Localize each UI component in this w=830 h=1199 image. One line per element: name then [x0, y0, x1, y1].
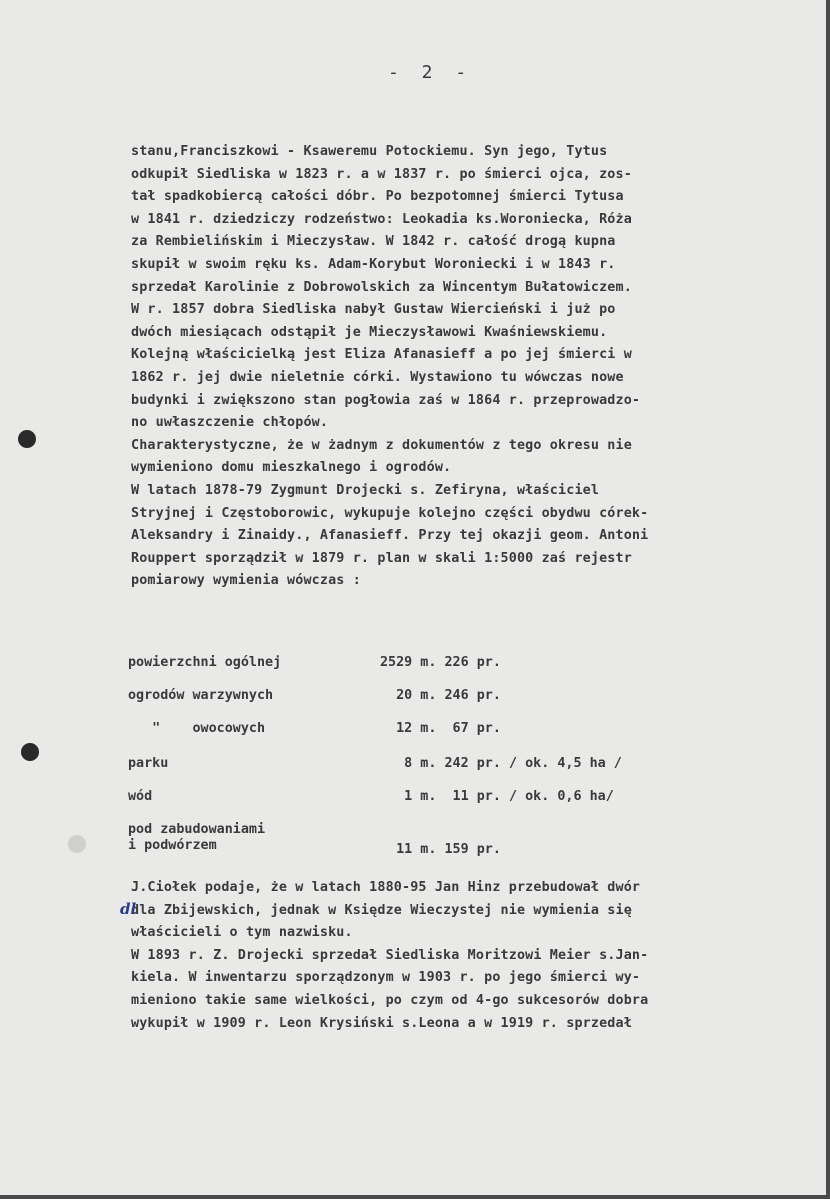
text-line: no uwłaszczenie chłopów.	[131, 415, 329, 431]
text-line: mieniono takie same wielkości, po czym od 4-go sukcesorów dobra	[131, 992, 649, 1008]
row-label: pod zabudowaniami i podwórzem	[128, 822, 266, 853]
text-line: Stryjnej i Częstoborowic, wykupuje kolejno części obydwu córek-	[131, 505, 649, 521]
row-value: 1 m. 11 pr. / ok. 0,6 ha/	[380, 789, 614, 804]
text-line: dwóch miesiącach odstąpił je Mieczysławowi Kwaśniewskiemu.	[131, 324, 608, 340]
row-value: 12 m. 67 pr.	[380, 721, 501, 736]
text-line: tał spadkobiercą całości dóbr. Po bezpotomnej śmierci Tytusa	[131, 189, 624, 205]
text-line: Aleksandry i Zinaidy., Afanasieff. Przy tej okazji geom. Antoni	[131, 528, 649, 544]
text-line: stanu,Franciszkowi - Ksaweremu Potockiemu. Syn jego, Tytus	[131, 144, 608, 159]
text-line: w 1841 r. dziedziczy rodzeństwo: Leokadia ks.Woroniecka, Róża	[131, 211, 632, 227]
text-line: W r. 1857 dobra Siedliska nabył Gustaw Wiercieński i już po	[131, 302, 616, 318]
text-line: J.Ciołek podaje, że w latach 1880-95 Jan Hinz przebudował dwór	[131, 880, 641, 895]
text-line: dla Zbijewskich, jednak w Księdze Wieczystej nie wymienia się	[131, 902, 632, 918]
text-line: Rouppert sporządził w 1879 r. plan w skali 1:5000 zaś rejestr	[131, 550, 632, 566]
row-label: parku	[128, 756, 169, 771]
row-value: 2529 m. 226 pr.	[380, 655, 501, 670]
table-row	[128, 756, 768, 792]
row-value: 8 m. 242 pr. / ok. 4,5 ha /	[380, 756, 622, 771]
text-line: właścicieli o tym nazwisku.	[131, 925, 353, 941]
text-line: skupił w swoim ręku ks. Adam-Korybut Woroniecki i w 1843 r.	[131, 256, 616, 272]
text-line: 1862 r. jej dwie nieletnie córki. Wystawiono tu wówczas nowe	[131, 369, 624, 385]
table-row	[128, 688, 768, 724]
text-line: odkupił Siedliska w 1823 r. a w 1837 r. po śmierci ojca, zos-	[131, 166, 632, 182]
page-number: - 2 -	[388, 62, 473, 83]
row-value: 11 m. 159 pr.	[380, 842, 501, 857]
table-row	[128, 822, 768, 858]
punch-hole-top	[18, 430, 36, 448]
paragraph-history-2	[131, 877, 761, 1035]
row-label: ogrodów warzywnych	[128, 688, 274, 703]
row-label: " owocowych	[128, 721, 266, 736]
text-line: budynki i zwiększono stan pogłowia zaś w 1864 r. przeprowadzo-	[131, 392, 641, 408]
row-label: wód	[128, 789, 153, 804]
text-line: za Rembielińskim i Mieczysław. W 1842 r. całość drogą kupna	[131, 234, 616, 250]
text-line: pomiarowy wymienia wówczas :	[131, 573, 361, 589]
row-label: powierzchni ogólnej	[128, 655, 282, 670]
text-line: sprzedał Karolinie z Dobrowolskich za Wincentym Bułatowiczem.	[131, 279, 632, 295]
text-line: W latach 1878-79 Zygmunt Drojecki s. Zefiryna, właściciel	[131, 482, 600, 498]
table-row	[128, 789, 768, 825]
text-line: W 1893 r. Z. Drojecki sprzedał Siedliska Moritzowi Meier s.Jan-	[131, 947, 649, 963]
punch-hole-middle	[21, 743, 39, 761]
table-row	[128, 655, 768, 691]
text-line: Charakterystyczne, że w żadnym z dokumentów z tego okresu nie	[131, 437, 632, 453]
table-row	[128, 721, 768, 757]
text-line: wykupił w 1909 r. Leon Krysiński s.Leona a w 1919 r. sprzedał	[131, 1015, 632, 1031]
text-line: Kolejną właścicielką jest Eliza Afanasieff a po jej śmierci w	[131, 347, 632, 363]
text-line: wymieniono domu mieszkalnego i ogrodów.	[131, 460, 452, 476]
handwritten-mark: dl	[120, 900, 137, 918]
row-value: 20 m. 246 pr.	[380, 688, 501, 703]
text-line: kiela. W inwentarzu sporządzonym w 1903 r. po jego śmierci wy-	[131, 970, 641, 986]
punch-hole-faint	[68, 835, 86, 853]
paragraph-history-1	[131, 141, 761, 593]
